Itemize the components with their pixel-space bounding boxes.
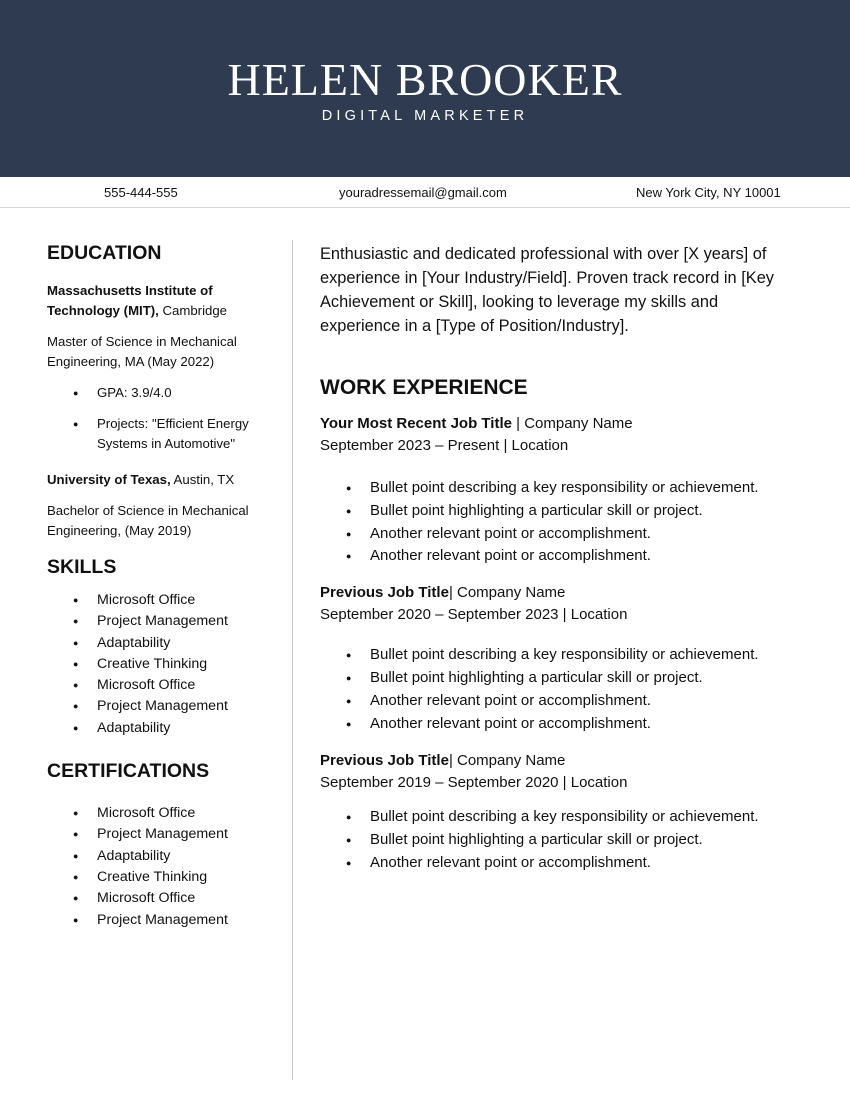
job-title: Previous Job Title <box>320 752 449 770</box>
left-column <box>47 240 279 931</box>
job-bullet: ● Bullet point describing a key responsibility or achievement. <box>320 477 790 500</box>
school-1-name: Massachusetts Institute of Technology (MIT), <box>47 283 213 318</box>
job-title: Previous Job Title <box>320 584 449 602</box>
skills-title: SKILLS <box>47 556 117 578</box>
education-bullet: ● GPA: 3.9/4.0 <box>47 383 279 403</box>
job-bullet: ● Bullet point highlighting a particular skill or project. <box>320 667 790 690</box>
job-bullet: ● Bullet point describing a key responsibility or achievement. <box>320 806 790 829</box>
certification-item: ● Adaptability <box>47 846 279 867</box>
header-banner <box>0 0 850 177</box>
job-dates: September 2020 – September 2023 | Location <box>320 606 628 624</box>
job-bullet: ● Bullet point highlighting a particular skill or project. <box>320 829 790 852</box>
skill-item: ● Microsoft Office <box>47 590 279 611</box>
job-bullet: ● Another relevant point or accomplishment. <box>320 852 790 875</box>
education-school-2 <box>47 470 279 490</box>
job-bullets <box>320 644 790 735</box>
certifications-title: CERTIFICATIONS <box>47 760 210 783</box>
education-degree-1: Master of Science in Mechanical Engineering, MA (May 2022) <box>47 334 237 369</box>
education-school-1 <box>47 281 279 321</box>
right-column <box>320 240 790 875</box>
skill-item: ● Microsoft Office <box>47 675 279 696</box>
skill-item: ● Adaptability <box>47 633 279 654</box>
contact-phone: 555-444-555 <box>104 185 178 200</box>
contact-location: New York City, NY 10001 <box>636 185 781 200</box>
job-heading <box>320 582 790 604</box>
job-bullet: ● Bullet point highlighting a particular skill or project. <box>320 500 790 523</box>
certification-item: ● Creative Thinking <box>47 867 279 888</box>
job-title: Your Most Recent Job Title <box>320 415 512 432</box>
education-bullet: ● Projects: "Efficient Energy Systems in Automotive" <box>47 414 279 454</box>
certification-item: ● Project Management <box>47 910 279 931</box>
job-company: | Company Name <box>448 752 566 770</box>
job-entry <box>320 413 790 568</box>
job-bullet: ● Another relevant point or accomplishment. <box>320 690 790 713</box>
job-dates: September 2019 – September 2020 | Location <box>320 774 628 792</box>
skill-item: ● Project Management <box>47 696 279 717</box>
education-degree-2: Bachelor of Science in Mechanical Engineering, (May 2019) <box>47 503 249 538</box>
school-2-name: University of Texas, <box>47 472 171 487</box>
job-heading <box>320 750 790 772</box>
job-heading <box>320 413 790 435</box>
job-entry <box>320 750 790 874</box>
candidate-name: HELEN BROOKER <box>227 54 623 105</box>
skill-item: ● Project Management <box>47 611 279 632</box>
skills-list <box>47 590 279 739</box>
job-bullet: ● Bullet point describing a key responsibility or achievement. <box>320 644 790 667</box>
education-title: EDUCATION <box>47 242 162 264</box>
certification-item: ● Microsoft Office <box>47 888 279 909</box>
job-bullet: ● Another relevant point or accomplishment. <box>320 545 790 568</box>
candidate-role: DIGITAL MARKETER <box>321 108 529 124</box>
job-bullet: ● Another relevant point or accomplishment. <box>320 713 790 736</box>
contact-email: youradressemail@gmail.com <box>339 185 507 200</box>
certification-item: ● Microsoft Office <box>47 803 279 824</box>
skill-item: ● Adaptability <box>47 718 279 739</box>
school-2-city: Austin, TX <box>170 472 235 487</box>
contact-bar <box>0 177 850 208</box>
job-bullet: ● Another relevant point or accomplishment. <box>320 523 790 546</box>
job-bullets <box>320 477 790 568</box>
certifications-list <box>47 803 279 931</box>
job-bullets <box>320 806 790 874</box>
job-company: | Company Name <box>511 415 633 432</box>
skill-item: ● Creative Thinking <box>47 654 279 675</box>
education-bullets <box>47 383 279 454</box>
profile-summary: Enthusiastic and dedicated professional with over [X years] of experience in [Your Industry/Field]. Proven track record in [Key Achievement or Skill], looking to leverage my skills and experience in a [Type of Position/Industry]. <box>320 245 774 335</box>
certification-item: ● Project Management <box>47 824 279 845</box>
column-divider <box>292 240 293 1080</box>
job-company: | Company Name <box>448 584 566 602</box>
school-1-city: Cambridge <box>158 303 228 318</box>
job-dates: September 2023 – Present | Location <box>320 437 569 454</box>
job-entry <box>320 582 790 735</box>
work-experience-title: WORK EXPERIENCE <box>320 376 528 399</box>
